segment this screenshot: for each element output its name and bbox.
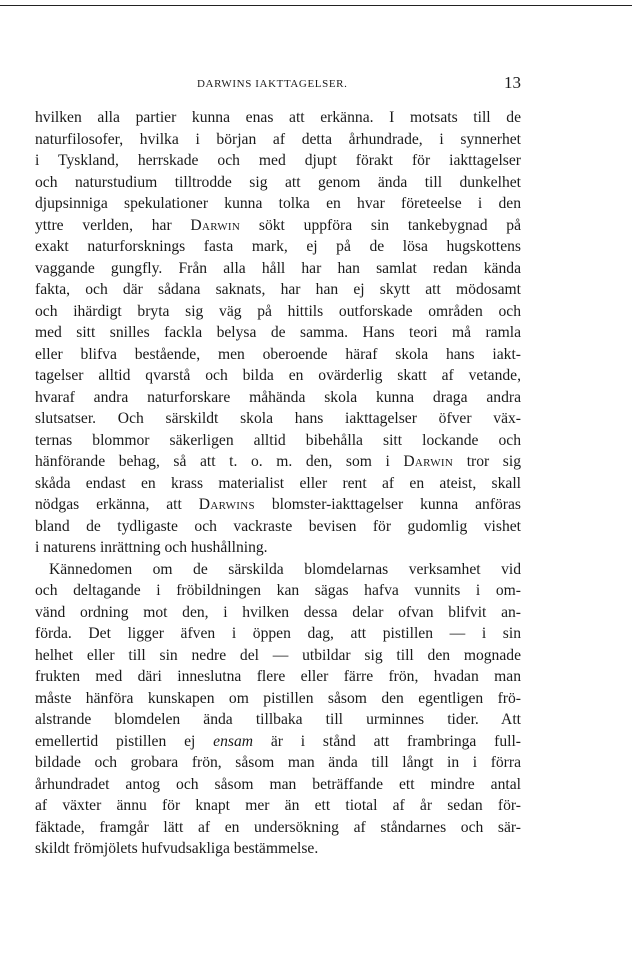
text-line: bland de tydligaste och vackraste bevisen för gudomlig vishet	[35, 517, 521, 535]
text-line: helhet eller till sin nedre del — utbildar sig till den mognade	[35, 646, 521, 664]
text-line: och deltagande i fröbildningen kan sägas hafva vunnits i om-	[35, 582, 521, 599]
text-line: emellertid pistillen ej ensam är i stånd att frambringa full-	[35, 732, 521, 750]
text-line: naturfilosofer, hvilka i början af detta århundrade, i synnerhet	[35, 130, 521, 148]
emphasis-ensam: ensam	[213, 732, 254, 750]
text-line: hvaraf andra naturforskare måhända skola kunna draga andra	[35, 388, 521, 406]
text-line: med sitt snilles fackla belysa de samma. Hans teori må ramla	[35, 324, 521, 341]
text-line: slutsatser. Och särskildt skola hans iakttagelser öfver väx-	[35, 410, 521, 427]
text-line: bildade och grobara frön, såsom man ända till långt in i förra	[35, 754, 521, 771]
page-number: 13	[504, 73, 521, 92]
text-line: tagelser alltid qvarstå och bilda en ovärderlig skatt af vetande,	[35, 367, 521, 384]
text-line: Kännedomen om de särskilda blomdelarnas verksamhet vid	[49, 560, 521, 578]
text-line: hänförande behag, så att t. o. m. den, som i Darwin tror sig	[35, 453, 521, 470]
text-line: förda. Det ligger äfven i öppen dag, att pistillen — i sin	[35, 625, 521, 642]
name-darwin: Darwin	[190, 216, 241, 234]
text-line: hvilken alla partier kunna enas att erkänna. I motsats till de	[35, 109, 521, 126]
text-line: i naturens inrättning och hushållning.	[35, 539, 268, 556]
text-line: och naturstudium tilltrodde sig att genom ända till dunkelhet	[35, 173, 521, 191]
text-line: alstrande blomdelen ända tillbaka till urminnes tider. Att	[35, 711, 521, 728]
text-line: exakt naturforsknings fasta mark, ej på de lösa hugskottens	[35, 238, 521, 255]
text-line: skåda endast en krass materialist eller rent af en ateist, skall	[35, 474, 521, 492]
text-line: frukten med däri inneslutna flere eller färre frön, hvadan man	[35, 668, 521, 685]
text-line: fäktade, framgår lätt af en undersökning af ståndarnes och sär-	[35, 818, 521, 836]
text-line: århundradet antog och såsom man beträffande ett mindre antal	[35, 775, 521, 793]
text-line: skildt frömjölets hufvudsakliga bestämmelse.	[35, 840, 319, 857]
top-border-rule	[0, 5, 632, 6]
text-line: djupsinniga spekulationer kunna tolka en hvar företeelse i den	[35, 195, 521, 212]
body-text	[35, 107, 521, 860]
running-head: DARWINS IAKTTAGELSER.	[197, 78, 348, 90]
text-line: nödgas erkänna, att Darwins blomster-iakttagelser kunna anföras	[35, 496, 521, 513]
text-line: och ihärdigt bryta sig väg på hittils outforskade områden och	[35, 302, 521, 320]
text-line: i Tyskland, herrskade och med djupt förakt för iakttagelser	[35, 152, 521, 169]
text-line: fakta, och där sådana saknats, har han ej skytt att mödosamt	[35, 281, 521, 298]
text-line: eller blifva bestående, men oberoende häraf skola hans iakt-	[35, 345, 521, 363]
name-darwin: Darwin	[403, 453, 454, 470]
text-line: måste hänföra kunskapen om pistillen såsom den egentligen frö-	[35, 689, 521, 707]
text-line: vaggande gungfly. Från alla håll har han samlat redan kända	[35, 259, 521, 277]
text-line: vänd ordning mot den, i hvilken dessa delar ofvan blifvit an-	[35, 603, 521, 621]
text-line: ternas blommor säkerligen alltid bibehålla sitt lockande och	[35, 431, 521, 449]
text-line: af växter ännu för knapt mer än ett tiotal af år sedan för-	[35, 797, 521, 814]
text-line: yttre verlden, har Darwin sökt uppföra sin tankebygnad på	[35, 216, 521, 234]
name-darwins: Darwins	[198, 496, 255, 513]
